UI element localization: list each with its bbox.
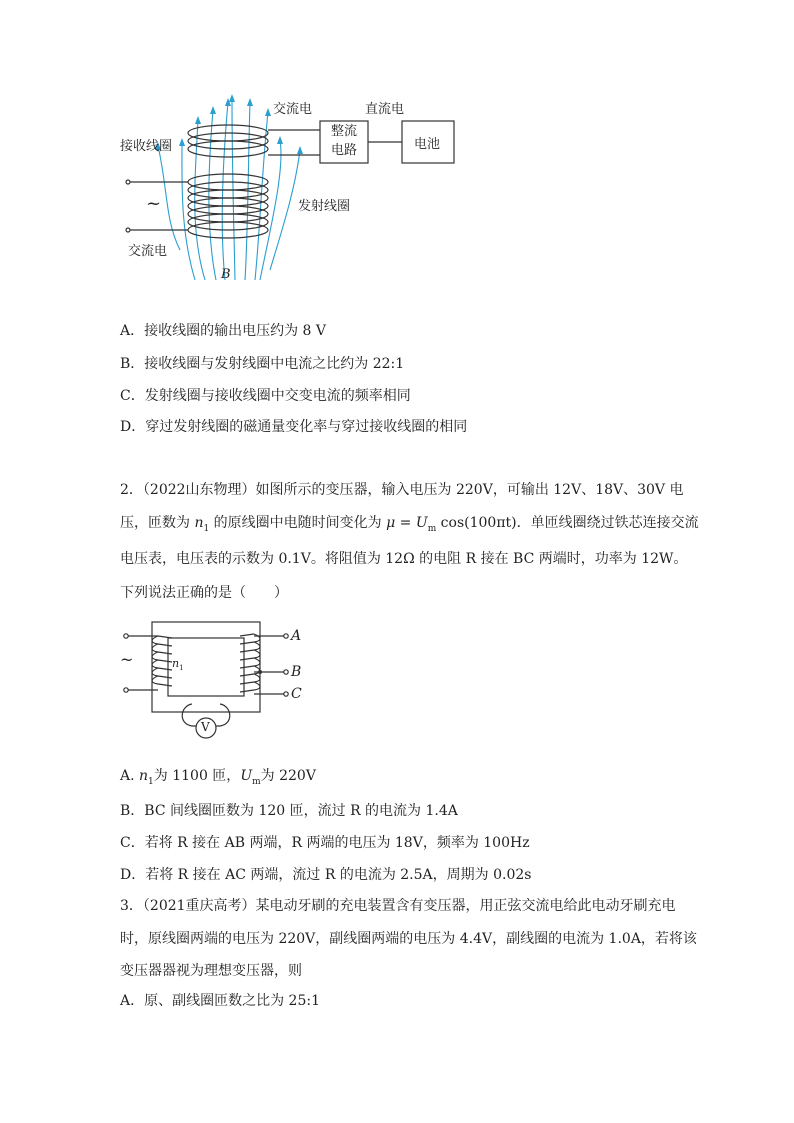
label-dc: 直流电 [365, 102, 405, 117]
q2-opt-a-mid: 为 1100 匝， [153, 768, 241, 784]
rectifier-line1: 整流 [330, 124, 357, 139]
q2-option-c: C．若将 R 接在 AB 两端，R 两端的电压为 18V，频率为 100Hz [120, 835, 530, 851]
label-ac-top: 交流电 [273, 102, 313, 117]
q2-opt-a-prefix: A. [120, 768, 140, 784]
q2-stem-line4: 下列说法正确的是（ ） [120, 585, 288, 601]
q2-option-a [120, 765, 316, 787]
n1-label-sub: 1 [179, 664, 184, 673]
mu-symbol: μ [386, 515, 396, 531]
label-tilde: ~ [146, 193, 162, 214]
wireless-charging-diagram [110, 90, 470, 290]
n1-symbol: n [194, 515, 204, 531]
n1-subscript: 1 [203, 523, 210, 534]
rectifier-box-label [328, 122, 360, 160]
U-symbol: U [415, 515, 428, 531]
eq-sign: = [395, 515, 416, 531]
q2-option-d: D．若将 R 接在 AC 两端，流过 R 的电流为 2.5A，周期为 0.02s [120, 867, 532, 883]
q1-option-c: C．发射线圈与接收线圈中交变电流的频率相同 [120, 388, 411, 404]
q2-opt-a-sub1: 1 [148, 776, 154, 787]
q3-option-a: A．原、副线圈匝数之比为 25:1 [120, 993, 320, 1009]
label-receive-coil: 接收线圈 [120, 139, 173, 154]
voltmeter-V: V [201, 720, 210, 734]
battery-box-label: 电池 [414, 137, 441, 152]
q2-opt-a-tail: 为 220V [260, 768, 316, 784]
q2-stem-line3: 电压表，电压表的示数为 0.1V。将阻值为 12Ω 的电阻 R 接在 BC 两端时，功率为 12W。 [120, 551, 688, 567]
q1-option-a: A．接收线圈的输出电压约为 8 V [120, 323, 327, 339]
q2-opt-a-subm: m [252, 776, 261, 787]
rectifier-line2: 电路 [330, 143, 357, 158]
label-ac-bottom: 交流电 [128, 244, 168, 259]
q3-stem-line1: 3．（2021重庆高考）某电动牙刷的充电装置含有变压器，用正弦交流电给此电动牙刷充电 [120, 898, 676, 914]
q1-option-b: B．接收线圈与发射线圈中电流之比约为 22:1 [120, 356, 405, 372]
q3-stem-line3: 变压器器视为理想变压器，则 [120, 963, 302, 979]
label-magnetic-field-B: B [221, 267, 231, 282]
q2-option-b: B．BC 间线圈匝数为 120 匝，流过 R 的电流为 1.4A [120, 803, 458, 819]
q3-stem-line2: 时，原线圈两端的电压为 220V，副线圈两端的电压为 4.4V，副线圈的电流为 1.0A，若将该 [120, 931, 697, 947]
cos-term: cos(100πt) [436, 515, 517, 531]
q2-opt-a-U: U [240, 768, 253, 784]
U-subscript: m [427, 523, 437, 534]
terminal-A: A [291, 628, 302, 644]
terminal-B: B [291, 664, 302, 680]
label-transmit-coil: 发射线圈 [298, 199, 351, 214]
q2-opt-a-n: n [139, 768, 149, 784]
q1-option-d: D．穿过发射线圈的磁通量变化率与穿过接收线圈的相同 [120, 419, 468, 435]
q2-line2-pre: 压，匝数为 [120, 515, 195, 531]
transformer-n1-label [172, 657, 184, 672]
transformer-diagram [120, 612, 320, 742]
q2-line2-post: ．单匝线圈绕过铁芯连接交流 [516, 515, 699, 531]
q2-line2-mid: 的原线圈中电随时间变化为 [209, 515, 387, 531]
terminal-C: C [291, 686, 302, 702]
q2-stem-line2 [120, 512, 699, 534]
n1-label-letter: n [172, 657, 180, 670]
q2-stem-line1: 2．（2022山东物理）如图所示的变压器，输入电压为 220V，可输出 12V、18V、30V 电 [120, 482, 684, 498]
figure-transformer [120, 612, 320, 742]
transformer-tilde: ~ [120, 650, 134, 669]
figure-wireless-charging [110, 90, 470, 290]
